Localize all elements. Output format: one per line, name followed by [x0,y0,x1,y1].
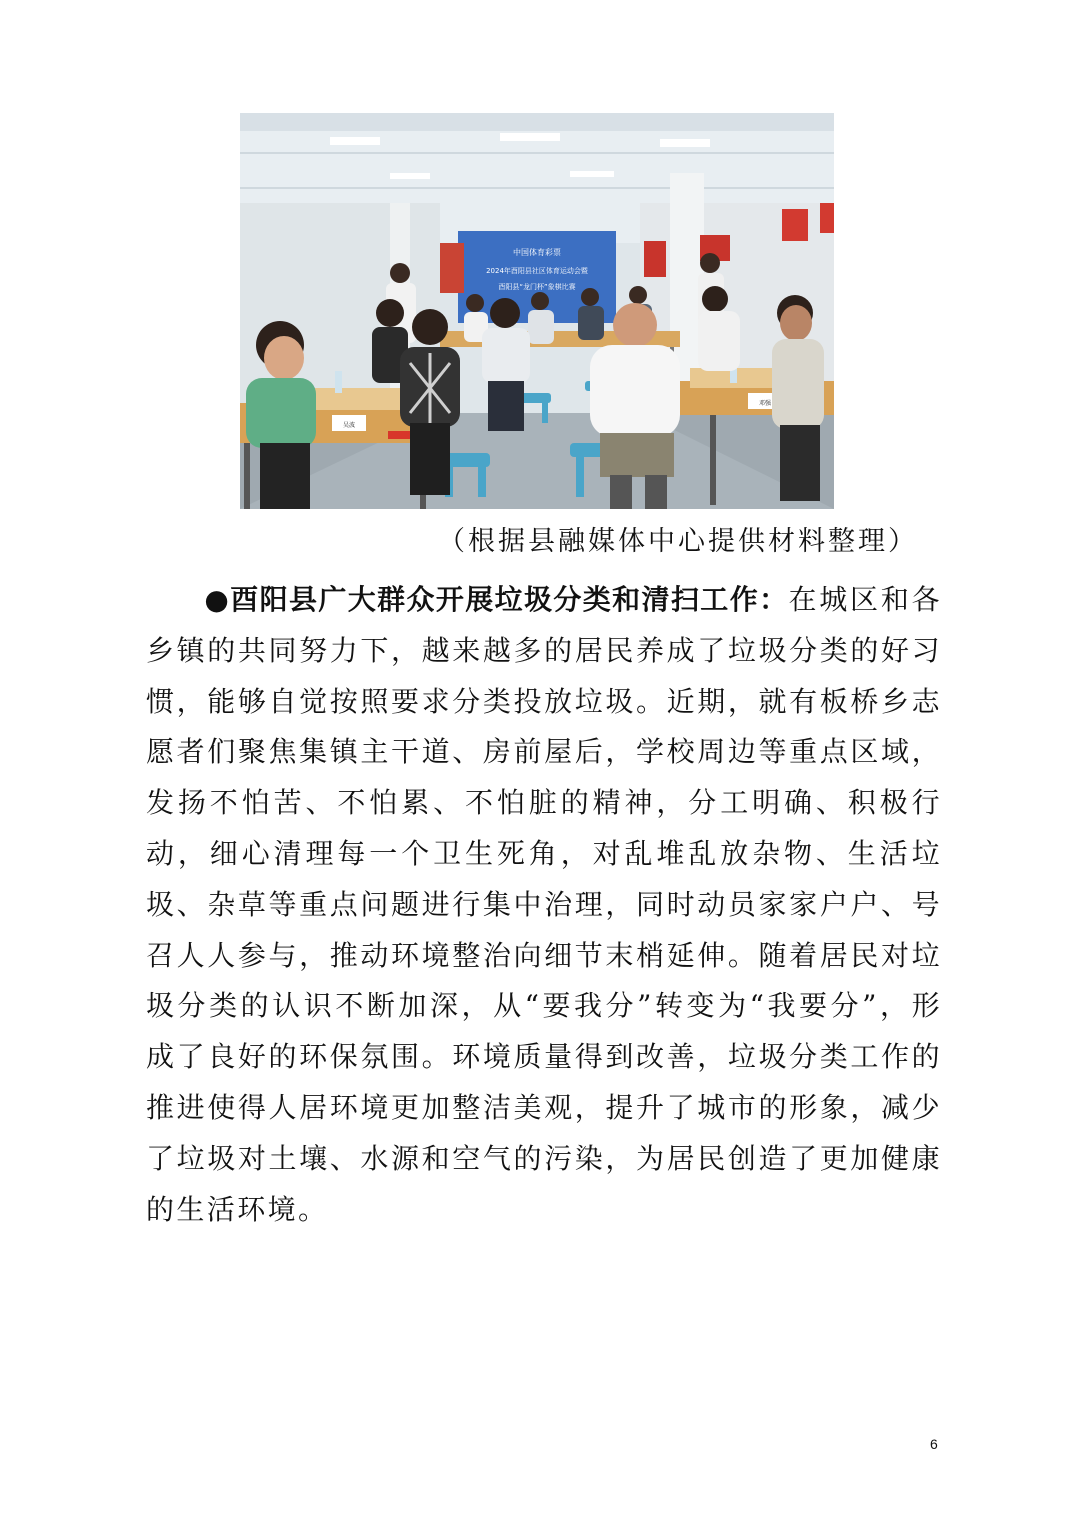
article-body: 在城区和各乡镇的共同努力下，越来越多的居民养成了垃圾分类的好习惯，能够自觉按照要求分类投放垃圾。近期，就有板桥乡志愿者们聚焦集镇主干道、房前屋后，学校周边等重点区域，发扬不怕苦、不怕累、不怕脏的精神，分工明确、积极行动，细心清理每一个卫生死角，对乱堆乱放杂物、生活垃圾、杂草等重点问题进行集中治理，同时动员家家户户、号召人人参与，推动环境整治向细节末梢延伸。随着居民对垃圾分类的认识不断加深，从“要我分”转变为“我要分”，形成了良好的环保氛围。环境质量得到改善，垃圾分类工作的推进使得人居环境更加整洁美观，提升了城市的形象，减少了垃圾对土壤、水源和空气的污染，为居民创造了更加健康的生活环境。 [146,583,942,1226]
photo-caption: （根据县融媒体中心提供材料整理） [438,526,918,557]
page-number: 6 [930,1436,938,1452]
banner-line-2: 2024年酉阳县社区体育运动会暨 [486,267,588,275]
table-card-2: 吴波 [342,422,356,429]
chess-tournament-photo [240,113,834,509]
banner-line-3: 酉阳县“龙门杯”象棋比赛 [498,283,576,291]
table-card-3: 邓强 [758,400,772,407]
article-lead-title: ●酉阳县广大群众开展垃圾分类和清扫工作： [204,583,789,616]
article-paragraph [146,575,942,1235]
banner-line-1: 中国体育彩票 [513,248,561,257]
